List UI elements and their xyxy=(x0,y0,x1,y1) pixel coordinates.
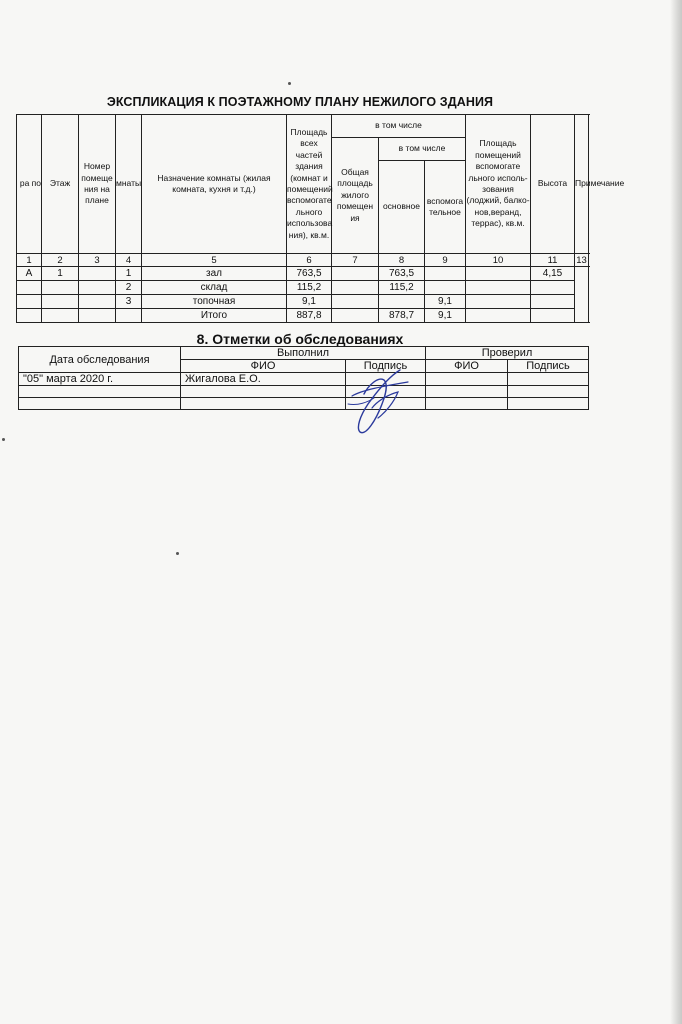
table-row xyxy=(19,398,589,410)
cell-purpose: топочная xyxy=(142,295,287,309)
table-row xyxy=(19,386,589,398)
header-including: в том числе xyxy=(332,115,466,138)
cell-checker-signature xyxy=(508,386,589,398)
header-checked: Проверил xyxy=(426,347,589,360)
page-edge-shadow xyxy=(670,0,682,1024)
table-row xyxy=(17,295,589,309)
column-number: 9 xyxy=(425,254,466,267)
cell-main: 115,2 xyxy=(379,281,425,295)
header-checker-signature: Подпись xyxy=(508,360,589,373)
column-number: 10 xyxy=(466,254,531,267)
cell-room-number xyxy=(79,267,116,281)
cell-aux-area xyxy=(466,295,531,309)
header-including-sub: в том числе xyxy=(379,138,466,161)
speck xyxy=(2,438,5,441)
cell-checker-fio xyxy=(426,386,508,398)
header-inspection-date: Дата обследования xyxy=(19,347,181,373)
cell-total-area: 887,8 xyxy=(287,309,332,323)
cell-inspection-date xyxy=(19,398,181,410)
cell-performer-fio xyxy=(181,398,346,410)
header-col-1: ра по xyxy=(17,115,42,254)
cell-auxiliary: 9,1 xyxy=(425,295,466,309)
speck xyxy=(176,552,179,555)
cell-checker-fio xyxy=(426,398,508,410)
column-number: 13 xyxy=(576,254,587,266)
header-auxiliary-area: Площадь помещений вспомогате льного исполь- зования (лоджий, балко- нов,веранд, террас), кв.м. xyxy=(466,115,531,254)
column-number: 11 xyxy=(531,254,575,267)
cell-total-area: 763,5 xyxy=(287,267,332,281)
cell-main xyxy=(379,295,425,309)
cell-performer-fio: Жигалова Е.О. xyxy=(181,373,346,386)
cell-note xyxy=(575,267,589,323)
header-note xyxy=(575,115,625,254)
table-row xyxy=(19,373,589,386)
cell-performer-fio xyxy=(181,386,346,398)
cell-auxiliary xyxy=(425,281,466,295)
handwritten-signature xyxy=(338,364,418,439)
header-checker-fio: ФИО xyxy=(426,360,508,373)
cell-auxiliary: 9,1 xyxy=(425,309,466,323)
header-performer-fio: ФИО xyxy=(181,360,346,373)
header-height: Высота xyxy=(531,115,575,254)
header-note-text: Примечание xyxy=(575,178,625,189)
header-floor: Этаж xyxy=(42,115,79,254)
cell-total-area: 9,1 xyxy=(287,295,332,309)
cell-purpose: склад xyxy=(142,281,287,295)
cell-purpose: зал xyxy=(142,267,287,281)
cell-living-area xyxy=(332,267,379,281)
cell-floor: 1 xyxy=(42,267,79,281)
cell-height xyxy=(531,295,575,309)
cell-floor xyxy=(42,309,79,323)
document-title: ЭКСПЛИКАЦИЯ К ПОЭТАЖНОМУ ПЛАНУ НЕЖИЛОГО ЗДАНИЯ xyxy=(106,95,494,109)
cell-inspection-date xyxy=(19,386,181,398)
cell-checker-signature xyxy=(508,398,589,410)
cell-room xyxy=(116,309,142,323)
header-performed: Выполнил xyxy=(181,347,426,360)
cell-height xyxy=(531,281,575,295)
cell-living-area xyxy=(332,281,379,295)
column-number: 1 xyxy=(17,254,42,267)
column-number: 7 xyxy=(332,254,379,267)
cell-room: 3 xyxy=(116,295,142,309)
cell-height xyxy=(531,309,575,323)
cell-floor xyxy=(42,281,79,295)
cell-floor xyxy=(42,295,79,309)
header-room: мнаты xyxy=(116,115,142,254)
header-purpose: Назначение комнаты (жилая комната, кухня и т.д.) xyxy=(142,115,287,254)
cell-room-number xyxy=(79,309,116,323)
cell-living-area xyxy=(332,295,379,309)
cell-room-number xyxy=(79,281,116,295)
cell-height: 4,15 xyxy=(531,267,575,281)
cell-aux-area xyxy=(466,267,531,281)
table-row xyxy=(17,281,589,295)
cell-living-area xyxy=(332,309,379,323)
cell-checker-fio xyxy=(426,373,508,386)
inspection-table xyxy=(18,346,589,410)
table-row-total xyxy=(17,309,589,323)
header-room-number: Номер помеще ния на плане xyxy=(79,115,116,254)
cell-letter: А xyxy=(17,267,42,281)
cell-aux-area xyxy=(466,309,531,323)
table-row xyxy=(17,267,589,281)
cell-letter xyxy=(17,295,42,309)
explication-table xyxy=(16,114,625,323)
cell-auxiliary xyxy=(425,267,466,281)
column-number: 3 xyxy=(79,254,116,267)
cell-letter xyxy=(17,281,42,295)
column-number: 5 xyxy=(142,254,287,267)
cell-inspection-date: "05" марта 2020 г. xyxy=(19,373,181,386)
column-number: 4 xyxy=(116,254,142,267)
header-performer-signature: Подпись xyxy=(346,360,426,373)
column-number: 6 xyxy=(287,254,332,267)
cell-room: 2 xyxy=(116,281,142,295)
header-total-area: Площадь всех частей здания (комнат и помещений вспомогате льного использова ния), кв.м. xyxy=(287,115,332,254)
cell-total-area: 115,2 xyxy=(287,281,332,295)
cell-room-number xyxy=(79,295,116,309)
column-number: 2 xyxy=(42,254,79,267)
header-living-area: Общая площадь жилого помещен ия xyxy=(332,138,379,254)
cell-checker-signature xyxy=(508,373,589,386)
speck xyxy=(288,82,291,85)
cell-main: 878,7 xyxy=(379,309,425,323)
header-main: основное xyxy=(379,161,425,254)
section-title: 8. Отметки об обследованиях xyxy=(196,331,404,347)
cell-purpose: Итого xyxy=(142,309,287,323)
cell-letter xyxy=(17,309,42,323)
header-auxiliary: вспомога тельное xyxy=(425,161,466,254)
cell-main: 763,5 xyxy=(379,267,425,281)
cell-aux-area xyxy=(466,281,531,295)
column-number: 8 xyxy=(379,254,425,267)
cell-room: 1 xyxy=(116,267,142,281)
